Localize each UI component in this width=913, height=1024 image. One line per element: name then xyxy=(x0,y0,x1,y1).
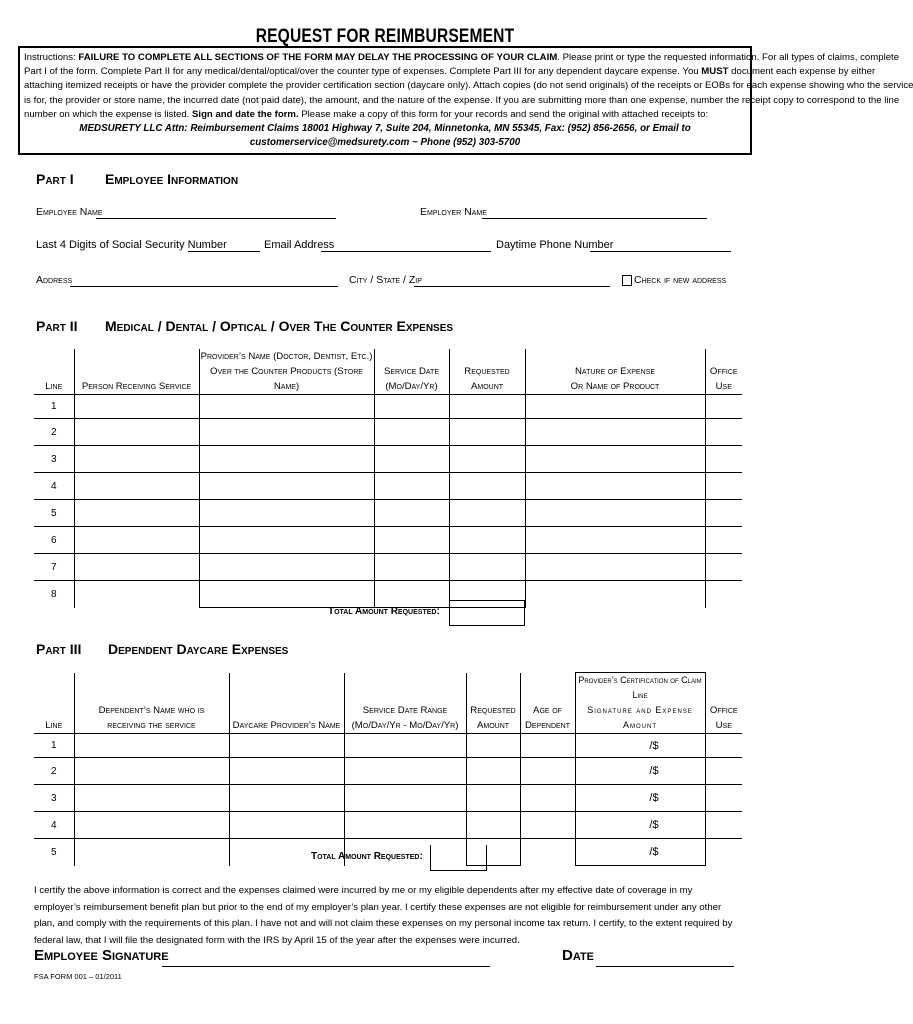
person-cell[interactable] xyxy=(74,527,199,554)
provider-cell[interactable] xyxy=(229,785,344,812)
line-number: 5 xyxy=(34,500,74,527)
nature-cell[interactable] xyxy=(525,500,705,527)
cert-cell[interactable]: /$ xyxy=(575,758,705,785)
office-header-line1: Office xyxy=(709,366,738,377)
office-cell xyxy=(705,446,742,473)
instructions-text: number on which the expense is listed. xyxy=(24,108,190,120)
person-cell[interactable] xyxy=(74,473,199,500)
person-cell[interactable] xyxy=(74,581,199,608)
medical-expense-table xyxy=(34,349,742,608)
date-cell[interactable] xyxy=(374,527,449,554)
line-number: 4 xyxy=(34,473,74,500)
amount-header-line2: Amount xyxy=(470,381,504,392)
table-row xyxy=(34,581,742,608)
provider-cell[interactable] xyxy=(199,527,374,554)
age-cell[interactable] xyxy=(520,812,575,839)
office-header-line2: Use xyxy=(715,720,732,731)
line-number: 2 xyxy=(34,419,74,446)
amount-header xyxy=(466,673,520,734)
line-number: 5 xyxy=(34,839,74,866)
line-number: 3 xyxy=(34,785,74,812)
line-number: 1 xyxy=(34,734,74,758)
provider-cell[interactable] xyxy=(199,500,374,527)
amount-cell[interactable] xyxy=(466,734,520,758)
part3-label: Part III xyxy=(36,641,82,657)
range-cell[interactable] xyxy=(344,812,466,839)
dependent-cell[interactable] xyxy=(74,734,229,758)
office-cell xyxy=(705,758,742,785)
amount-header-line1: Requested xyxy=(470,705,516,716)
line-number: 8 xyxy=(34,581,74,608)
instructions-text: attaching itemized receipts or have the provider complete the provider certification section (daycare only). Attach copies (do not send originals) of the receipts or EOBs for each expense showing who the service xyxy=(24,80,913,92)
part2-label: Part II xyxy=(36,318,78,334)
amount-cell[interactable] xyxy=(449,527,525,554)
new-address-checkbox[interactable] xyxy=(622,274,726,286)
table-row xyxy=(34,734,742,758)
new-address-label: Check if new address xyxy=(634,274,727,286)
table-row xyxy=(34,395,742,419)
office-cell xyxy=(705,395,742,419)
address-label: Address xyxy=(36,274,73,286)
part3-heading: Dependent Daycare Expenses xyxy=(108,641,289,657)
dependent-header xyxy=(74,673,229,734)
amount-cell[interactable] xyxy=(449,500,525,527)
phone-label: Daytime Phone Number xyxy=(496,239,614,251)
provider-cell[interactable] xyxy=(199,395,374,419)
provider-cell[interactable] xyxy=(229,734,344,758)
amount-cell[interactable] xyxy=(466,785,520,812)
provider-cell[interactable] xyxy=(199,446,374,473)
nature-cell[interactable] xyxy=(525,527,705,554)
age-cell[interactable] xyxy=(520,785,575,812)
line-number: 4 xyxy=(34,812,74,839)
table-row xyxy=(34,527,742,554)
daycare-expense-table xyxy=(34,672,742,866)
office-cell xyxy=(705,581,742,608)
amount-cell[interactable] xyxy=(449,473,525,500)
office-cell xyxy=(705,473,742,500)
dependent-header-line2: receiving the service xyxy=(107,720,196,731)
line-header: Line xyxy=(34,349,74,395)
part2-total-label: Total Amount Requested: xyxy=(328,606,440,617)
amount-cell[interactable] xyxy=(466,812,520,839)
age-header xyxy=(520,673,575,734)
office-cell xyxy=(705,734,742,758)
range-cell[interactable] xyxy=(344,734,466,758)
cert-cell[interactable]: /$ xyxy=(575,785,705,812)
signature-label: Employee Signature xyxy=(34,947,169,964)
email-field[interactable] xyxy=(321,239,491,252)
part2-heading: Medical / Dental / Optical / Over The Counter Expenses xyxy=(105,318,454,334)
range-cell[interactable] xyxy=(344,758,466,785)
provider-cell[interactable] xyxy=(199,581,374,608)
daycare-provider-header: Daycare Provider’s Name xyxy=(229,673,344,734)
city-field[interactable] xyxy=(414,274,610,287)
provider-cell[interactable] xyxy=(229,758,344,785)
table-row xyxy=(34,500,742,527)
nature-cell[interactable] xyxy=(525,554,705,581)
amount-cell[interactable] xyxy=(449,395,525,419)
service-date-header xyxy=(374,349,449,395)
line-number: 7 xyxy=(34,554,74,581)
date-cell[interactable] xyxy=(374,446,449,473)
instructions-must: MUST xyxy=(701,66,729,78)
date-label: Date xyxy=(562,947,595,964)
date-range-header xyxy=(344,673,466,734)
amount-header xyxy=(449,349,525,395)
date-cell[interactable] xyxy=(374,473,449,500)
mailing-address: MEDSURETY LLC Attn: Reimbursement Claims 18001 Highway 7, Suite 204, Minnetonka, MN 55345, Fax: (952) 856-2656, or Email to customerservice@medsurety.com ~ Phone (952) 303-5700 xyxy=(79,123,691,149)
nature-cell[interactable] xyxy=(525,473,705,500)
employee-name-field[interactable] xyxy=(96,206,336,219)
ssn-field[interactable] xyxy=(188,239,260,252)
provider-cert-header xyxy=(575,673,705,734)
provider-cell[interactable] xyxy=(199,473,374,500)
date-cell[interactable] xyxy=(374,419,449,446)
office-cell xyxy=(705,500,742,527)
instructions-warning: FAILURE TO COMPLETE ALL SECTIONS OF THE FORM MAY DELAY THE PROCESSING OF YOUR CLAIM xyxy=(78,52,558,63)
employer-name-field[interactable] xyxy=(482,206,707,219)
office-cell xyxy=(705,419,742,446)
form-title: REQUEST FOR REIMBURSEMENT xyxy=(255,26,515,47)
table-row xyxy=(34,758,742,785)
date-cell[interactable] xyxy=(374,395,449,419)
dependent-cell[interactable] xyxy=(74,812,229,839)
person-cell[interactable] xyxy=(74,500,199,527)
instructions-text: . Please print or type the requested information. For all types of claims, complete xyxy=(557,52,900,63)
nature-header xyxy=(525,349,705,395)
line-number: 1 xyxy=(34,395,74,419)
person-header: Person Receiving Service xyxy=(74,349,199,395)
office-cell xyxy=(705,785,742,812)
date-cell[interactable] xyxy=(374,581,449,608)
nature-cell[interactable] xyxy=(525,395,705,419)
office-cell xyxy=(705,839,742,866)
age-cell[interactable] xyxy=(520,734,575,758)
checkbox-icon[interactable] xyxy=(622,275,632,286)
table-row xyxy=(34,446,742,473)
service-date-header-line2: (Mo/Day/Yr) xyxy=(385,381,438,392)
email-label: Email Address xyxy=(264,239,335,251)
instructions-text: Part I of the form. Complete Part II for any medical/dental/optical/over the counter type of expenses. Complete Part III for any dependent daycare expense. You xyxy=(24,66,699,78)
phone-field[interactable] xyxy=(590,239,731,252)
date-range-header-line1: Service Date Range xyxy=(362,705,448,716)
amount-cell[interactable] xyxy=(449,446,525,473)
part2-total-field[interactable] xyxy=(449,600,525,626)
nature-header-line2: Or Name of Product xyxy=(570,381,660,392)
instructions-box xyxy=(18,46,913,155)
provider-header-line2: Over the Counter Products (Store Name) xyxy=(210,366,363,392)
office-header xyxy=(705,349,742,395)
dependent-header-line1: Dependent’s Name who is xyxy=(98,705,205,716)
amount-cell[interactable] xyxy=(466,758,520,785)
part1-heading: Employee Information xyxy=(105,171,239,187)
table-row xyxy=(34,554,742,581)
provider-cert-header-line2: Signature and Expense Amount xyxy=(587,705,693,730)
instructions-text: document each expense by either xyxy=(731,66,876,78)
age-cell[interactable] xyxy=(520,839,575,866)
cert-cell[interactable]: /$ xyxy=(575,839,705,866)
amount-cell[interactable] xyxy=(449,419,525,446)
city-label: City / State / Zip xyxy=(349,274,422,286)
dependent-cell[interactable] xyxy=(74,785,229,812)
form-id: FSA FORM 001 – 01/2011 xyxy=(34,972,122,981)
table-row xyxy=(34,785,742,812)
office-header xyxy=(705,673,742,734)
age-header-line2: Dependent xyxy=(524,720,571,731)
date-cell[interactable] xyxy=(374,500,449,527)
line-header: Line xyxy=(34,673,74,734)
cert-cell[interactable]: /$ xyxy=(575,812,705,839)
office-header-line2: Use xyxy=(715,381,732,392)
instructions-text: Please make a copy of this form for your records and send the original with attached receipts to: xyxy=(301,108,709,120)
age-header-line1: Age of xyxy=(533,705,562,716)
line-number: 2 xyxy=(34,758,74,785)
dependent-cell[interactable] xyxy=(74,839,229,866)
person-cell[interactable] xyxy=(74,395,199,419)
table-row xyxy=(34,473,742,500)
nature-cell[interactable] xyxy=(525,446,705,473)
provider-header-line1: Provider’s Name (Doctor, Dentist, Etc.) xyxy=(200,351,373,362)
ssn-label: Last 4 Digits of Social Security Number xyxy=(36,239,227,251)
amount-header-line1: Requested xyxy=(464,366,510,377)
instructions-text: Instructions: xyxy=(24,52,76,63)
provider-cell[interactable] xyxy=(199,419,374,446)
person-cell[interactable] xyxy=(74,554,199,581)
line-number: 6 xyxy=(34,527,74,554)
table-row xyxy=(34,812,742,839)
part1-label: Part I xyxy=(36,171,74,187)
date-line[interactable] xyxy=(596,966,734,967)
date-cell[interactable] xyxy=(374,554,449,581)
amount-header-line2: Amount xyxy=(476,720,510,731)
nature-cell[interactable] xyxy=(525,419,705,446)
cert-cell[interactable]: /$ xyxy=(575,734,705,758)
part3-total-label: Total Amount Requested: xyxy=(311,851,423,862)
provider-cell[interactable] xyxy=(199,554,374,581)
nature-cell[interactable] xyxy=(525,581,705,608)
date-range-header-line2: (Mo/Day/Yr - Mo/Day/Yr) xyxy=(351,720,459,731)
range-cell[interactable] xyxy=(344,785,466,812)
part3-total-field[interactable] xyxy=(430,845,487,871)
provider-cert-header-line1: Provider’s Certification of Claim Line xyxy=(578,675,702,700)
service-date-header-line1: Service Date xyxy=(383,366,440,377)
instructions-sign: Sign and date the form. xyxy=(192,108,299,120)
office-cell xyxy=(705,554,742,581)
provider-header xyxy=(199,349,374,395)
certification-text: I certify the above information is correct and the expenses claimed were incurred by me or my eligible dependents after my effective date of coverage in my employer’s reimbursement benefit plan but prior to the end of my employer’s plan year. I certify these expenses are not eligible for reimbursement under any other plan, and comply with the requirements of this plan. I have not and will not claim these expenses on my personal income tax return. I certify, to the extent required by federal law, that I will file the designated form with the IRS by April 15 of the year after the expenses were incurred. xyxy=(34,885,733,946)
line-number: 3 xyxy=(34,446,74,473)
table-row xyxy=(34,419,742,446)
age-cell[interactable] xyxy=(520,758,575,785)
office-cell xyxy=(705,527,742,554)
amount-cell[interactable] xyxy=(449,554,525,581)
provider-cell[interactable] xyxy=(229,812,344,839)
employee-name-label: Employee Name xyxy=(36,206,103,218)
address-field[interactable] xyxy=(70,274,338,287)
instructions-text: is for, the provider or store name, the incurred date (not paid date), the amount, and the nature of the expense. If you are submitting more than one expense, number the receipt copy to correspond to the line xyxy=(24,94,900,106)
person-cell[interactable] xyxy=(74,419,199,446)
person-cell[interactable] xyxy=(74,446,199,473)
nature-header-line1: Nature of Expense xyxy=(575,366,655,377)
office-cell xyxy=(705,812,742,839)
signature-line[interactable] xyxy=(162,966,490,967)
employer-name-label: Employer Name xyxy=(420,206,487,218)
dependent-cell[interactable] xyxy=(74,758,229,785)
office-header-line1: Office xyxy=(709,705,738,716)
